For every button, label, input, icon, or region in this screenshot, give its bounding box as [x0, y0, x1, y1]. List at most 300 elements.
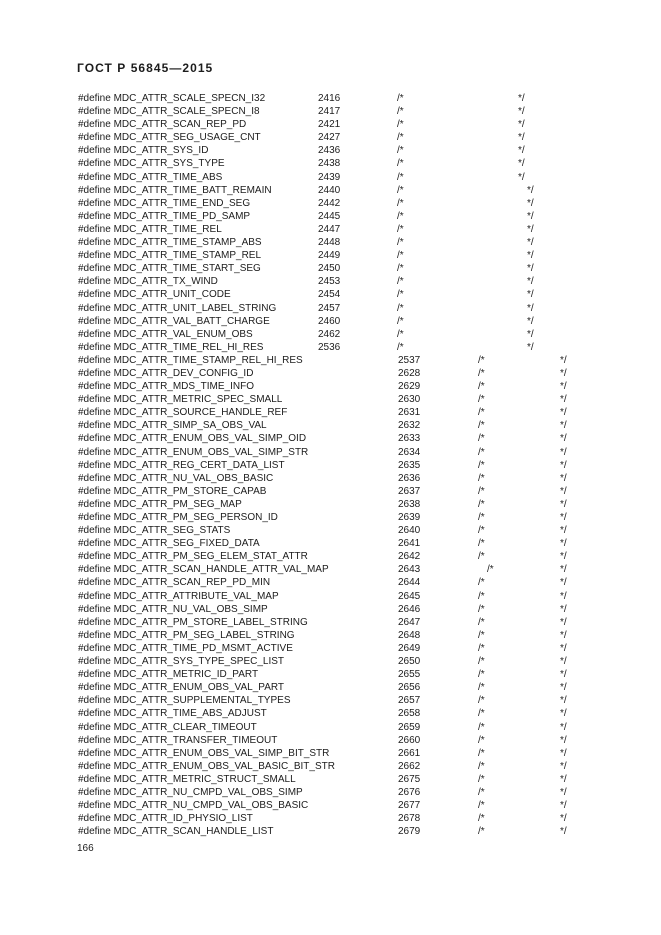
attr-value: 2639: [398, 512, 421, 523]
comment-open-delimiter: /*: [478, 354, 485, 366]
comment-close-delimiter: */: [527, 263, 534, 275]
attr-value: 2637: [398, 485, 421, 497]
define-statement: [78, 446, 308, 459]
comment-open-delimiter: /*: [478, 433, 485, 445]
attr-value: 2628: [398, 367, 421, 379]
attr-name: MDC_ATTR_CLEAR_TIMEOUT: [113, 721, 257, 733]
attr-value: 2629: [398, 381, 421, 393]
define-statement: [78, 747, 329, 760]
define-keyword: #define: [78, 564, 111, 576]
define-keyword: #define: [78, 171, 111, 183]
define-statement: [78, 550, 308, 563]
attr-value: 2661: [398, 747, 421, 759]
comment-close-delimiter: */: [560, 407, 567, 419]
comment-close-delimiter: */: [518, 106, 525, 118]
attr-name: MDC_ATTR_TIME_STAMP_ABS: [113, 237, 262, 249]
comment-close-delimiter: */: [560, 512, 567, 523]
define-statement: [78, 603, 268, 616]
comment-open-delimiter: /*: [397, 223, 404, 235]
attr-value: 2427: [318, 132, 341, 144]
attr-name: MDC_ATTR_NU_VAL_OBS_SIMP: [113, 603, 268, 615]
attr-name: MDC_ATTR_ENUM_OBS_VAL_BASIC_BIT_STR: [113, 760, 335, 772]
attr-name: MDC_ATTR_VAL_ENUM_OBS: [113, 328, 253, 340]
comment-close-delimiter: */: [560, 485, 567, 497]
code-row: [0, 171, 661, 184]
comment-close-delimiter: */: [560, 538, 567, 550]
comment-close-delimiter: */: [560, 786, 567, 798]
comment-close-delimiter: */: [527, 184, 534, 196]
code-row: [0, 236, 661, 249]
define-statement: [78, 354, 303, 367]
define-statement: [78, 144, 208, 157]
comment-open-delimiter: /*: [397, 289, 404, 301]
define-statement: [78, 498, 242, 511]
comment-open-delimiter: /*: [478, 590, 485, 602]
comment-open-delimiter: /*: [478, 669, 485, 681]
define-keyword: #define: [78, 629, 111, 641]
comment-open-delimiter: /*: [397, 302, 404, 314]
code-row: [0, 485, 661, 498]
code-row: [0, 341, 661, 354]
comment-close-delimiter: */: [527, 328, 534, 340]
define-statement: [78, 734, 277, 747]
comment-open-delimiter: /*: [397, 210, 404, 222]
comment-open-delimiter: /*: [397, 276, 404, 288]
attr-name: MDC_ATTR_SOURCE_HANDLE_REF: [113, 407, 288, 419]
code-row: [0, 799, 661, 812]
comment-close-delimiter: */: [518, 132, 525, 144]
comment-close-delimiter: */: [560, 760, 567, 772]
comment-close-delimiter: */: [560, 773, 567, 785]
comment-open-delimiter: /*: [397, 132, 404, 144]
code-row: [0, 118, 661, 131]
comment-open-delimiter: /*: [478, 381, 485, 393]
comment-open-delimiter: /*: [397, 315, 404, 327]
comment-close-delimiter: */: [527, 197, 534, 209]
page-number: 166: [77, 843, 94, 854]
define-keyword: #define: [78, 577, 111, 589]
attr-value: 2641: [398, 538, 421, 550]
code-row: [0, 105, 661, 118]
define-statement: [78, 576, 270, 589]
define-statement: [78, 524, 230, 537]
define-statement: [78, 616, 308, 629]
comment-close-delimiter: */: [560, 525, 567, 537]
define-listing: [0, 92, 661, 838]
attr-name: MDC_ATTR_SEG_STATS: [113, 525, 231, 537]
comment-open-delimiter: /*: [397, 250, 404, 262]
comment-open-delimiter: /*: [478, 420, 485, 432]
attr-value: 2675: [398, 773, 421, 785]
comment-open-delimiter: /*: [397, 237, 404, 249]
code-row: [0, 210, 661, 223]
comment-open-delimiter: /*: [478, 642, 485, 654]
attr-name: MDC_ATTR_TIME_START_SEG: [113, 263, 261, 275]
code-row: [0, 642, 661, 655]
code-row: [0, 603, 661, 616]
define-keyword: #define: [78, 158, 111, 170]
comment-close-delimiter: */: [560, 577, 567, 589]
define-keyword: #define: [78, 446, 111, 458]
code-row: [0, 144, 661, 157]
define-statement: [78, 707, 267, 720]
comment-close-delimiter: */: [560, 642, 567, 654]
define-statement: [78, 694, 291, 707]
attr-name: MDC_ATTR_ATTRIBUTE_VAL_MAP: [113, 590, 279, 602]
comment-open-delimiter: /*: [478, 525, 485, 537]
comment-close-delimiter: */: [560, 603, 567, 615]
code-row: [0, 721, 661, 734]
define-statement: [78, 223, 222, 236]
code-row: [0, 550, 661, 563]
comment-open-delimiter: /*: [478, 472, 485, 484]
comment-open-delimiter: /*: [478, 800, 485, 812]
code-row: [0, 197, 661, 210]
define-keyword: #define: [78, 485, 111, 497]
attr-value: 2436: [318, 145, 341, 157]
define-keyword: #define: [78, 263, 111, 275]
comment-close-delimiter: */: [527, 276, 534, 288]
comment-open-delimiter: /*: [397, 263, 404, 275]
define-keyword: #define: [78, 354, 111, 366]
attr-name: MDC_ATTR_TIME_PD_SAMP: [113, 210, 251, 222]
comment-close-delimiter: */: [560, 734, 567, 746]
define-keyword: #define: [78, 250, 111, 262]
code-row: [0, 537, 661, 550]
comment-close-delimiter: */: [527, 302, 534, 314]
comment-close-delimiter: */: [560, 354, 567, 366]
define-keyword: #define: [78, 590, 111, 602]
attr-value: 2633: [398, 433, 421, 445]
code-row: [0, 354, 661, 367]
define-statement: [78, 721, 257, 734]
comment-open-delimiter: /*: [478, 813, 485, 825]
define-keyword: #define: [78, 734, 111, 746]
define-keyword: #define: [78, 119, 111, 131]
code-row: [0, 629, 661, 642]
comment-open-delimiter: /*: [478, 485, 485, 497]
define-keyword: #define: [78, 302, 111, 314]
attr-name: MDC_ATTR_ENUM_OBS_VAL_PART: [113, 682, 285, 694]
attr-name: MDC_ATTR_TIME_PD_MSMT_ACTIVE: [113, 642, 293, 654]
define-keyword: #define: [78, 328, 111, 340]
define-keyword: #define: [78, 472, 111, 484]
comment-close-delimiter: */: [518, 145, 525, 157]
comment-close-delimiter: */: [527, 237, 534, 249]
code-row: [0, 734, 661, 747]
attr-value: 2445: [318, 210, 341, 222]
comment-close-delimiter: */: [518, 171, 525, 183]
define-statement: [78, 563, 329, 576]
define-keyword: #define: [78, 145, 111, 157]
attr-name: MDC_ATTR_METRIC_SPEC_SMALL: [113, 394, 283, 406]
define-keyword: #define: [78, 407, 111, 419]
attr-name: MDC_ATTR_ENUM_OBS_VAL_SIMP_STR: [113, 446, 309, 458]
attr-value: 2448: [318, 237, 341, 249]
attr-name: MDC_ATTR_ENUM_OBS_VAL_SIMP_OID: [113, 433, 307, 445]
comment-close-delimiter: */: [527, 250, 534, 262]
define-keyword: #define: [78, 721, 111, 733]
attr-name: MDC_ATTR_MDS_TIME_INFO: [113, 381, 254, 393]
define-statement: [78, 105, 260, 118]
define-keyword: #define: [78, 315, 111, 327]
comment-close-delimiter: */: [560, 747, 567, 759]
attr-name: MDC_ATTR_TIME_END_SEG: [113, 197, 251, 209]
attr-value: 2440: [318, 184, 341, 196]
attr-value: 2417: [318, 106, 341, 118]
attr-name: MDC_ATTR_NU_CMPD_VAL_OBS_BASIC: [113, 800, 309, 812]
code-row: [0, 315, 661, 328]
attr-name: MDC_ATTR_TX_WIND: [113, 276, 218, 288]
comment-open-delimiter: /*: [478, 538, 485, 550]
code-row: [0, 590, 661, 603]
define-keyword: #define: [78, 525, 111, 537]
comment-close-delimiter: */: [518, 93, 525, 104]
define-keyword: #define: [78, 747, 111, 759]
comment-close-delimiter: */: [560, 472, 567, 484]
attr-name: MDC_ATTR_SYS_TYPE_SPEC_LIST: [113, 656, 285, 668]
attr-value: 2676: [398, 786, 421, 798]
define-statement: [78, 825, 273, 838]
comment-open-delimiter: /*: [478, 603, 485, 615]
define-keyword: #define: [78, 237, 111, 249]
attr-value: 2438: [318, 158, 341, 170]
define-keyword: #define: [78, 210, 111, 222]
comment-close-delimiter: */: [527, 289, 534, 301]
define-statement: [78, 655, 284, 668]
attr-name: MDC_ATTR_UNIT_LABEL_STRING: [113, 302, 277, 314]
code-row: [0, 459, 661, 472]
attr-value: 2655: [398, 669, 421, 681]
code-row: [0, 302, 661, 315]
attr-value: 2648: [398, 629, 421, 641]
define-statement: [78, 328, 253, 341]
attr-value: 2447: [318, 223, 341, 235]
define-statement: [78, 406, 287, 419]
attr-name: MDC_ATTR_ENUM_OBS_VAL_SIMP_BIT_STR: [113, 747, 330, 759]
define-keyword: #define: [78, 826, 111, 838]
code-row: [0, 92, 661, 105]
code-row: [0, 367, 661, 380]
attr-value: 2442: [318, 197, 341, 209]
define-keyword: #define: [78, 551, 111, 563]
define-keyword: #define: [78, 420, 111, 432]
code-row: [0, 380, 661, 393]
define-statement: [78, 432, 306, 445]
comment-open-delimiter: /*: [478, 498, 485, 510]
define-statement: [78, 197, 250, 210]
code-row: [0, 288, 661, 301]
attr-name: MDC_ATTR_PM_SEG_MAP: [113, 498, 242, 510]
comment-close-delimiter: */: [560, 564, 567, 576]
attr-value: 2454: [318, 289, 341, 301]
define-keyword: #define: [78, 786, 111, 798]
attr-name: MDC_ATTR_TIME_REL: [113, 223, 222, 235]
attr-value: 2449: [318, 250, 341, 262]
code-row: [0, 275, 661, 288]
define-statement: [78, 380, 254, 393]
define-keyword: #define: [78, 708, 111, 720]
attr-name: MDC_ATTR_METRIC_STRUCT_SMALL: [113, 773, 296, 785]
define-keyword: #define: [78, 512, 111, 523]
comment-open-delimiter: /*: [478, 708, 485, 720]
define-statement: [78, 472, 273, 485]
define-keyword: #define: [78, 773, 111, 785]
code-row: [0, 825, 661, 838]
comment-open-delimiter: /*: [478, 773, 485, 785]
comment-open-delimiter: /*: [478, 695, 485, 707]
attr-value: 2462: [318, 328, 341, 340]
code-row: [0, 812, 661, 825]
define-keyword: #define: [78, 669, 111, 681]
code-row: [0, 760, 661, 773]
define-keyword: #define: [78, 656, 111, 668]
attr-value: 2659: [398, 721, 421, 733]
attr-value: 2460: [318, 315, 341, 327]
attr-value: 2660: [398, 734, 421, 746]
attr-name: MDC_ATTR_SUPPLEMENTAL_TYPES: [113, 695, 291, 707]
attr-name: MDC_ATTR_SYS_TYPE: [113, 158, 225, 170]
comment-close-delimiter: */: [560, 498, 567, 510]
comment-open-delimiter: /*: [478, 826, 485, 838]
attr-value: 2656: [398, 682, 421, 694]
code-row: [0, 707, 661, 720]
code-row: [0, 393, 661, 406]
comment-close-delimiter: */: [560, 367, 567, 379]
attr-value: 2631: [398, 407, 421, 419]
attr-value: 2636: [398, 472, 421, 484]
define-statement: [78, 668, 258, 681]
define-statement: [78, 812, 253, 825]
comment-close-delimiter: */: [560, 800, 567, 812]
define-keyword: #define: [78, 498, 111, 510]
attr-name: MDC_ATTR_SCAN_REP_PD_MIN: [113, 577, 271, 589]
code-row: [0, 262, 661, 275]
define-keyword: #define: [78, 394, 111, 406]
comment-open-delimiter: /*: [397, 158, 404, 170]
define-statement: [78, 681, 284, 694]
attr-name: MDC_ATTR_VAL_BATT_CHARGE: [113, 315, 270, 327]
comment-close-delimiter: */: [560, 551, 567, 563]
attr-value: 2642: [398, 551, 421, 563]
comment-open-delimiter: /*: [397, 119, 404, 131]
define-statement: [78, 262, 261, 275]
define-statement: [78, 760, 335, 773]
comment-open-delimiter: /*: [397, 328, 404, 340]
define-keyword: #define: [78, 93, 111, 104]
define-keyword: #define: [78, 682, 111, 694]
comment-close-delimiter: */: [560, 394, 567, 406]
attr-value: 2662: [398, 760, 421, 772]
code-row: [0, 131, 661, 144]
attr-name: MDC_ATTR_TIME_STAMP_REL: [113, 250, 262, 262]
define-statement: [78, 92, 265, 105]
code-row: [0, 184, 661, 197]
attr-name: MDC_ATTR_ID_PHYSIO_LIST: [113, 813, 253, 825]
define-keyword: #define: [78, 367, 111, 379]
attr-name: MDC_ATTR_UNIT_CODE: [113, 289, 231, 301]
attr-name: MDC_ATTR_SCAN_HANDLE_LIST: [113, 826, 274, 838]
attr-name: MDC_ATTR_TIME_REL_HI_RES: [113, 341, 264, 353]
code-row: [0, 328, 661, 341]
code-row: [0, 223, 661, 236]
define-statement: [78, 315, 270, 328]
define-keyword: #define: [78, 197, 111, 209]
attr-value: 2657: [398, 695, 421, 707]
define-statement: [78, 184, 272, 197]
comment-open-delimiter: /*: [487, 564, 494, 576]
comment-open-delimiter: /*: [397, 197, 404, 209]
comment-open-delimiter: /*: [478, 367, 485, 379]
comment-open-delimiter: /*: [397, 93, 404, 104]
comment-open-delimiter: /*: [478, 629, 485, 641]
attr-value: 2416: [318, 93, 341, 104]
comment-open-delimiter: /*: [478, 577, 485, 589]
attr-value: 2450: [318, 263, 341, 275]
define-statement: [78, 157, 225, 170]
comment-close-delimiter: */: [560, 616, 567, 628]
attr-value: 2630: [398, 394, 421, 406]
attr-value: 2677: [398, 800, 421, 812]
define-keyword: #define: [78, 276, 111, 288]
comment-open-delimiter: /*: [397, 171, 404, 183]
define-statement: [78, 419, 267, 432]
comment-close-delimiter: */: [560, 433, 567, 445]
comment-close-delimiter: */: [560, 682, 567, 694]
code-row: [0, 498, 661, 511]
code-row: [0, 694, 661, 707]
comment-close-delimiter: */: [527, 341, 534, 353]
code-row: [0, 511, 661, 524]
attr-name: MDC_ATTR_PM_STORE_CAPAB: [113, 485, 267, 497]
define-statement: [78, 131, 261, 144]
code-row: [0, 747, 661, 760]
code-row: [0, 432, 661, 445]
comment-open-delimiter: /*: [397, 184, 404, 196]
define-statement: [78, 288, 231, 301]
define-statement: [78, 275, 218, 288]
comment-close-delimiter: */: [527, 210, 534, 222]
define-keyword: #define: [78, 760, 111, 772]
comment-close-delimiter: */: [518, 158, 525, 170]
code-row: [0, 406, 661, 419]
comment-open-delimiter: /*: [478, 407, 485, 419]
attr-value: 2638: [398, 498, 421, 510]
attr-name: MDC_ATTR_SCALE_SPECN_I32: [113, 93, 266, 104]
define-keyword: #define: [78, 223, 111, 235]
code-row: [0, 786, 661, 799]
code-row: [0, 576, 661, 589]
comment-open-delimiter: /*: [478, 734, 485, 746]
define-statement: [78, 341, 263, 354]
attr-value: 2679: [398, 826, 421, 838]
define-keyword: #define: [78, 800, 111, 812]
code-row: [0, 773, 661, 786]
attr-value: 2453: [318, 276, 341, 288]
comment-close-delimiter: */: [560, 721, 567, 733]
define-statement: [78, 210, 250, 223]
comment-open-delimiter: /*: [478, 394, 485, 406]
code-row: [0, 157, 661, 170]
comment-open-delimiter: /*: [478, 551, 485, 563]
comment-close-delimiter: */: [560, 459, 567, 471]
attr-name: MDC_ATTR_SCAN_HANDLE_ATTR_VAL_MAP: [113, 564, 329, 576]
comment-close-delimiter: */: [560, 708, 567, 720]
define-statement: [78, 511, 278, 524]
attr-name: MDC_ATTR_SYS_ID: [113, 145, 209, 157]
define-statement: [78, 485, 266, 498]
attr-name: MDC_ATTR_NU_VAL_OBS_BASIC: [113, 472, 274, 484]
